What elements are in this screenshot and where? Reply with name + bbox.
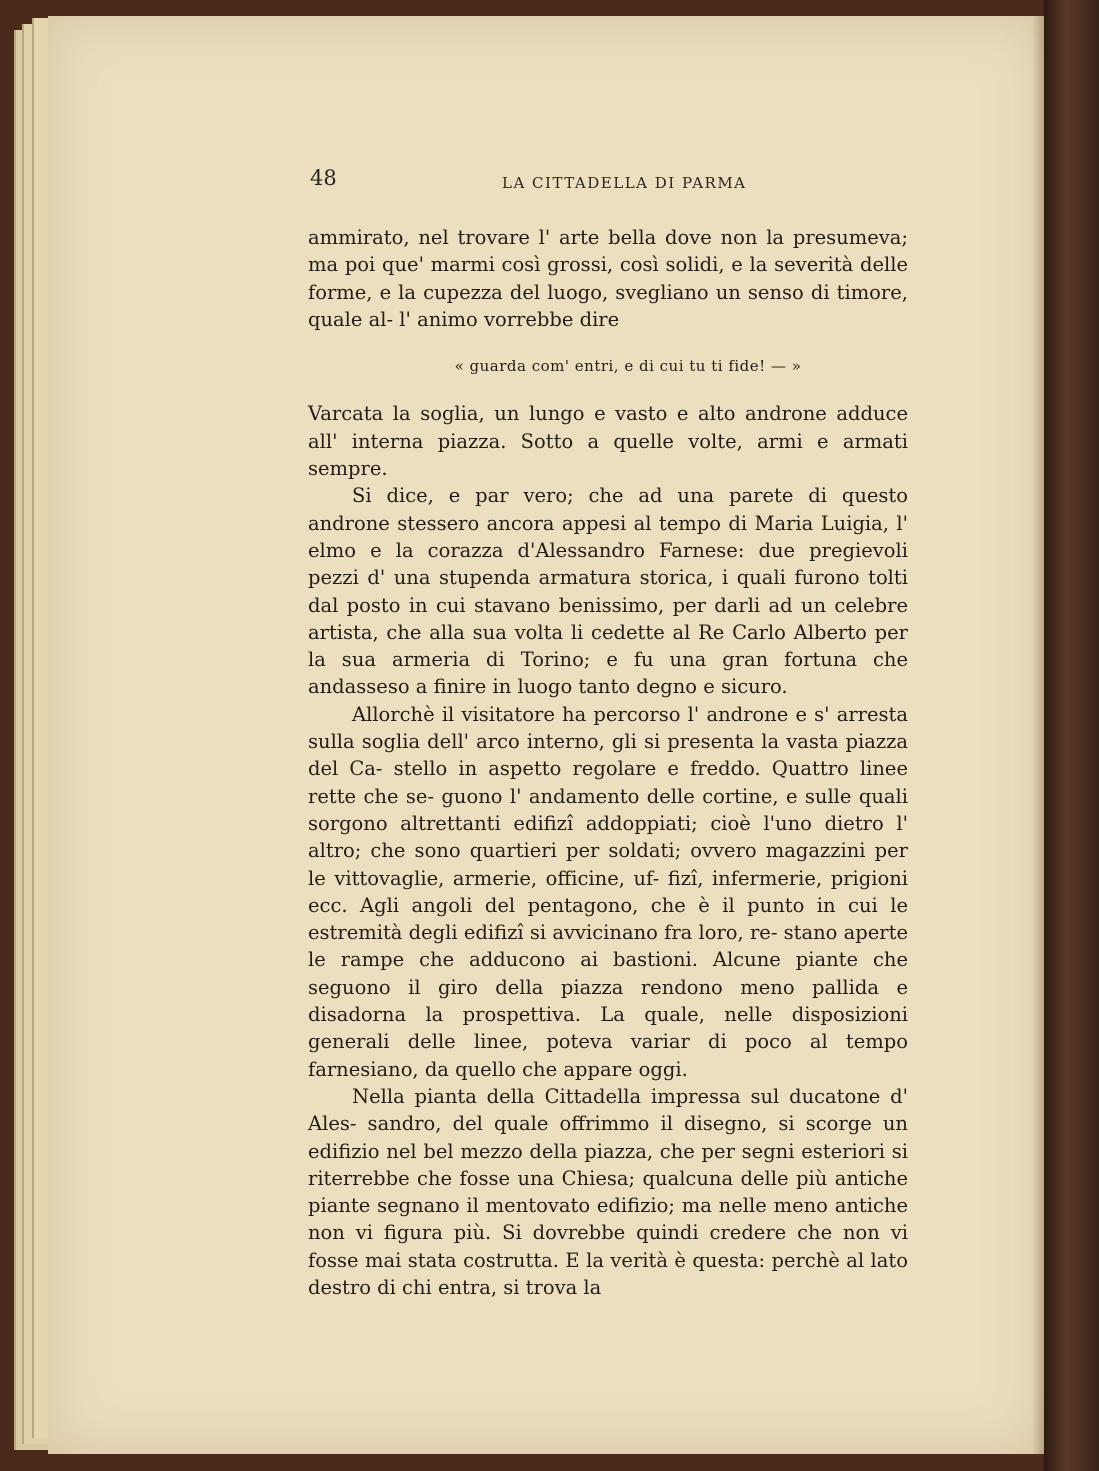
body-text <box>308 224 908 1301</box>
page-header <box>310 166 910 196</box>
paragraph-3: Si dice, e par vero; che ad una parete di questo androne stessero ancora appesi al tempo di Maria Luigia, l' elmo e la corazza d'Alessandro Farnese: due pregievoli pezzi d' una stupenda armatura storica, i quali furono tolti dal posto in cui stavano benissimo, per darli ad un celebre artista, che alla sua volta li cedette al Re Carlo Alberto per la sua armeria di Torino; e fu una gran fortuna che andasseso a finire in luogo tanto degno e sicuro. <box>308 484 908 699</box>
page-number: 48 <box>310 166 337 190</box>
quotation: « guarda com' entri, e di cui tu ti fide! — » <box>454 357 802 376</box>
paragraph-2: Varcata la soglia, un lungo e vasto e alto androne adduce all' interna piazza. Sotto a quelle volte, armi e armati sempre. <box>308 402 908 481</box>
paragraph-5: Nella pianta della Cittadella impressa sul ducatone d' Ales- sandro, del quale offrimmo il disegno, si scorge un edifizio nel bel mezzo della piazza, che per segni esteriori si riterrebbe che fosse una Chiesa; qualcuna delle più antiche piante segnano il mentovato edifizio; ma nelle meno antiche non vi figura più. Si dovrebbe quindi credere che non vi fosse mai stata costrutta. E la verità è questa: perchè al lato destro di chi entra, si trova la <box>308 1084 908 1299</box>
paragraph-1: ammirato, nel trovare l' arte bella dove non la presumeva; ma poi que' marmi così grossi, così solidi, e la severità delle forme, e la cupezza del luogo, svegliano un senso di timore, quale al- l' animo vorrebbe dire <box>308 226 908 331</box>
book-edge <box>1044 0 1099 1471</box>
running-title: LA CITTADELLA DI PARMA <box>502 174 747 192</box>
paragraph-4: Allorchè il visitatore ha percorso l' androne e s' arresta sulla soglia dell' arco interno, gli si presenta la vasta piazza del Ca- stello in aspetto regolare e freddo. Quattro linee rette che se- guono l' andamento delle cortine, e sulle quali sorgono altrettanti edifizî addoppiati; cioè l'uno dietro l' altro; che sono quartieri per soldati; ovvero magazzini per le vittovaglie, armerie, officine, uf- fizî, infermerie, prigioni ecc. Agli angoli del pentagono, che è il punto in cui le estremità degli edifizî si avvicinano fra loro, re- stano aperte le rampe che adducono ai bastioni. Alcune piante che seguono il giro della piazza rendono meno pallida e disadorna la prospettiva. La quale, nelle disposizioni generali delle linee, poteva variar di poco al tempo farnesiano, da quello che appare oggi. <box>308 702 908 1081</box>
